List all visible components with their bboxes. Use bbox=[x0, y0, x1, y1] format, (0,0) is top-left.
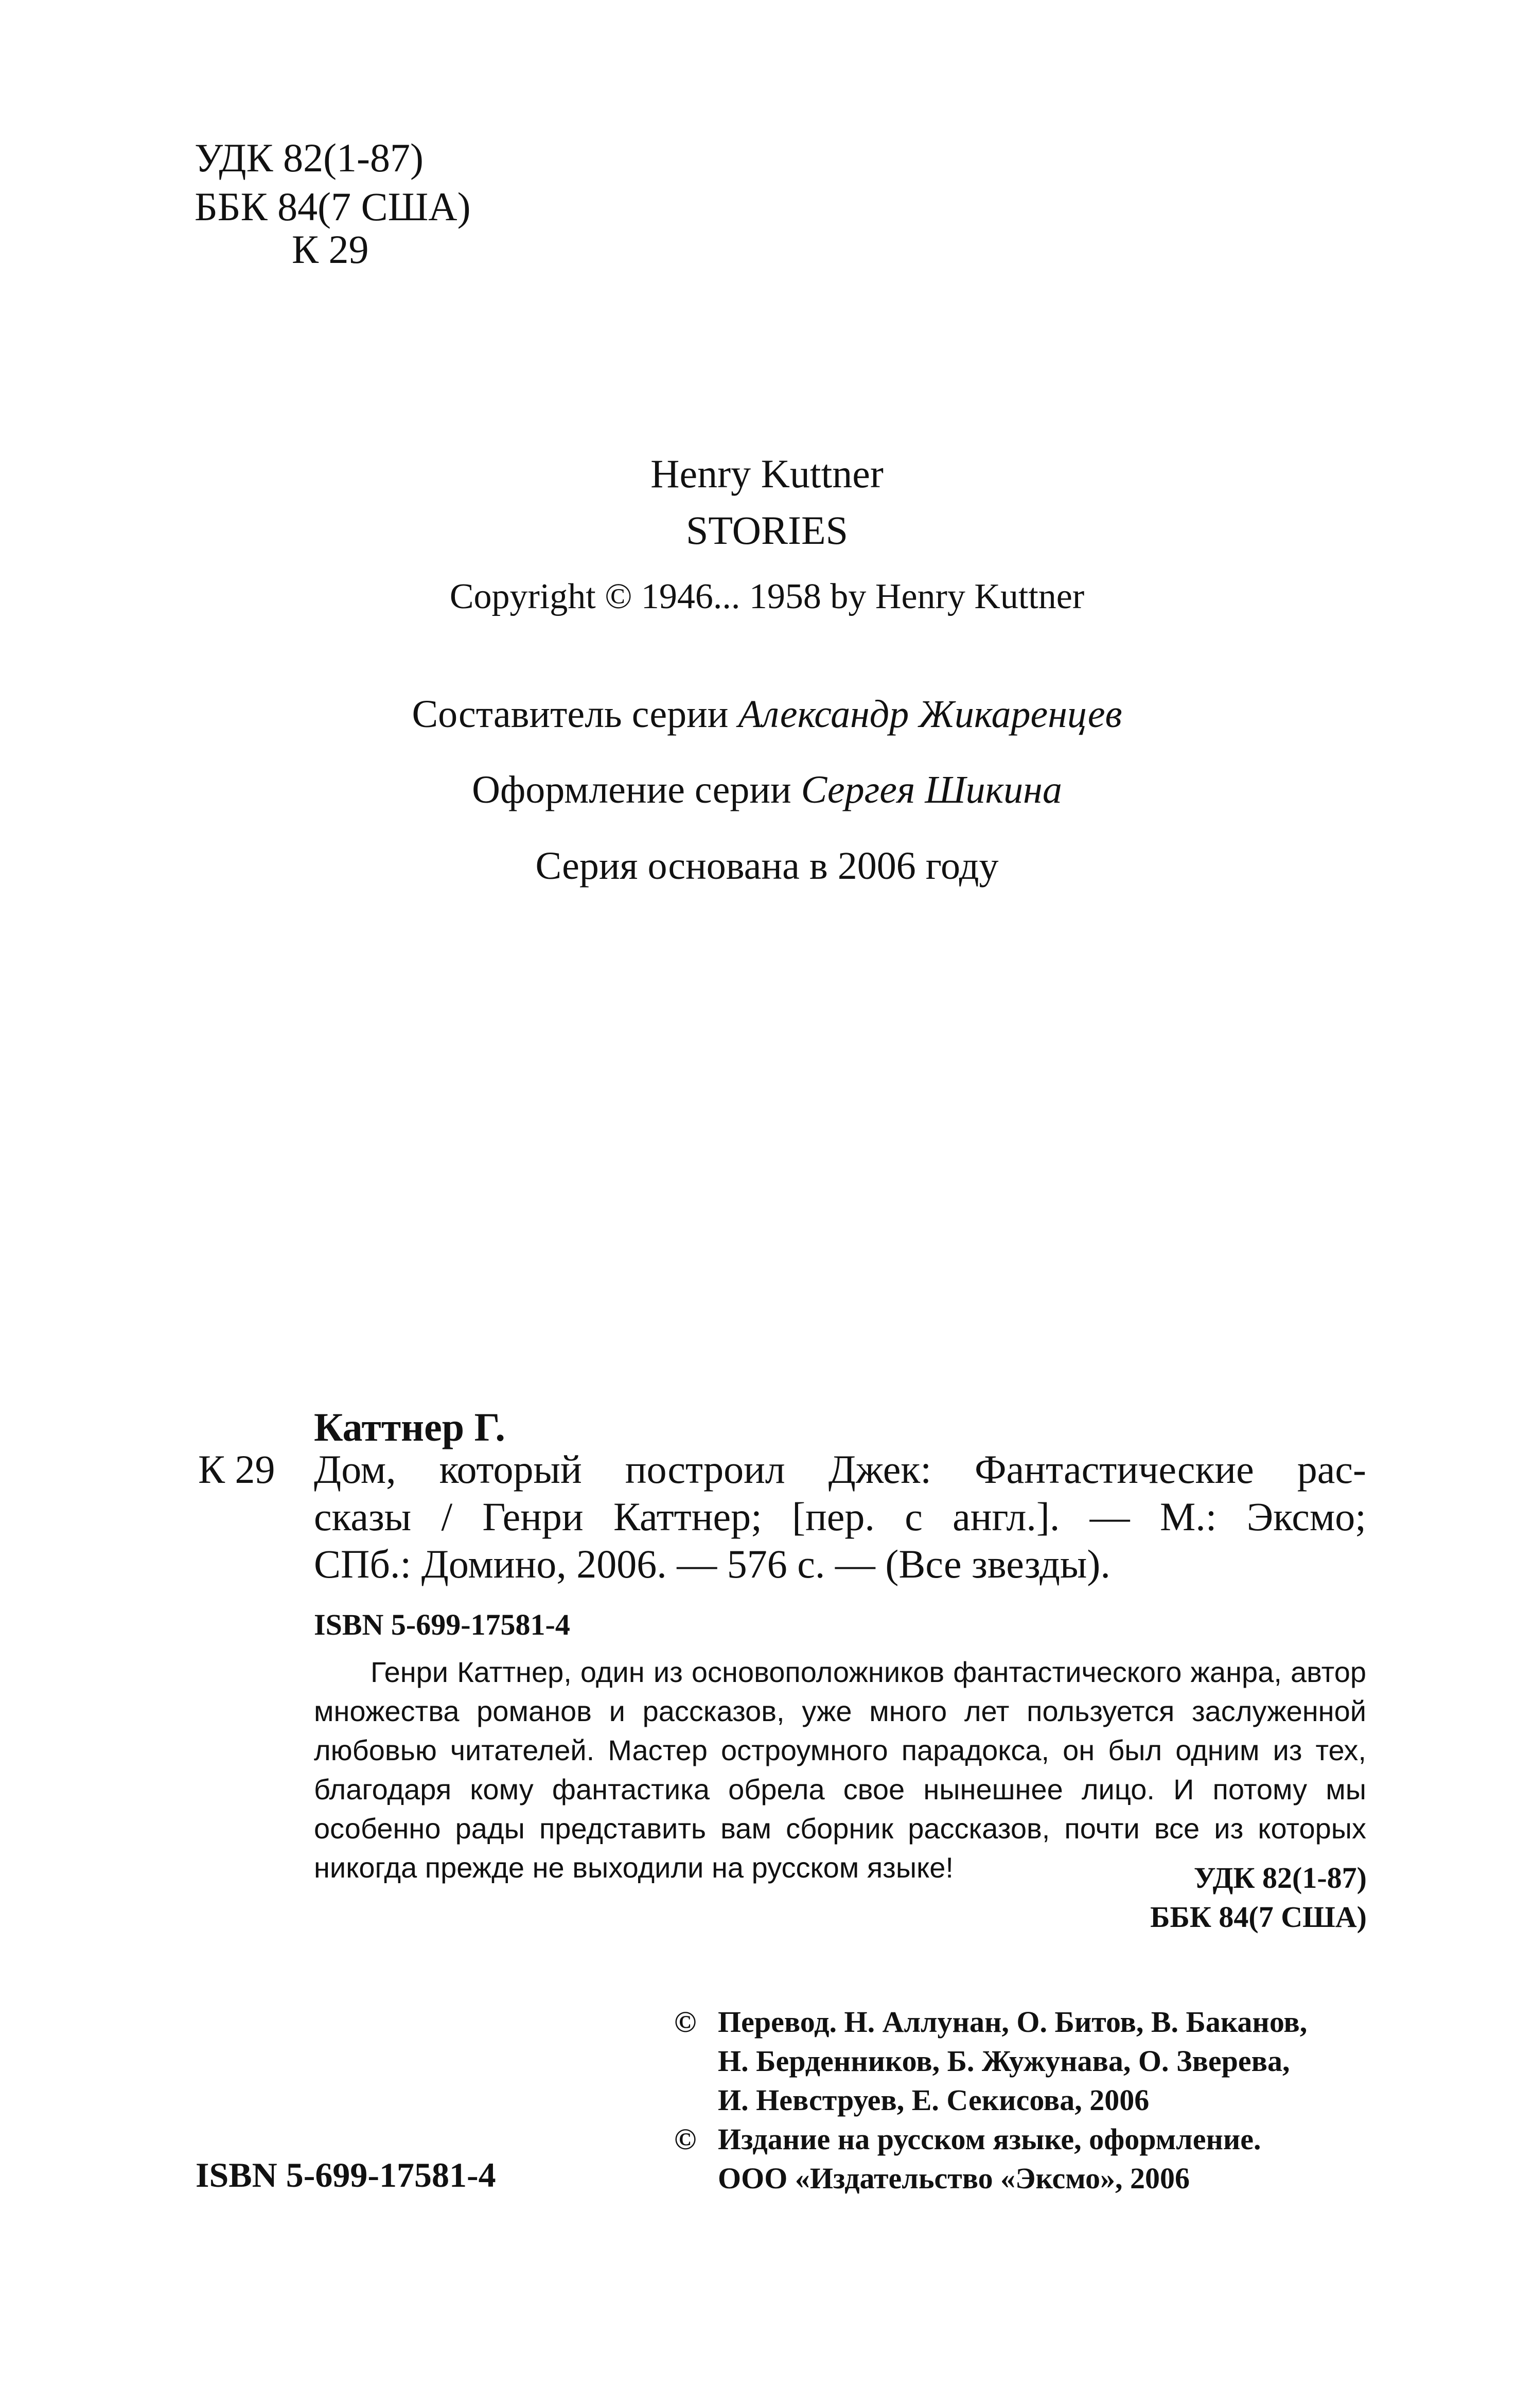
series-design-label: Оформление серии bbox=[472, 768, 791, 811]
bib-word: Эксмо; bbox=[1246, 1494, 1366, 1539]
copyright-line: ООО «Издательство «Эксмо», 2006 bbox=[718, 2162, 1190, 2195]
bibliographic-record bbox=[314, 1407, 1366, 1640]
annotation bbox=[314, 1653, 1366, 1887]
bib-word: англ.]. bbox=[953, 1494, 1060, 1539]
bbk-code-bottom: ББК 84(7 США) bbox=[1150, 1900, 1367, 1934]
bib-word: с bbox=[905, 1494, 923, 1539]
bib-line-2 bbox=[314, 1494, 1366, 1544]
series-founded: Серия основана в 2006 году bbox=[535, 844, 999, 888]
copyright-line: Н. Берденников, Б. Жужунава, О. Зверева, bbox=[718, 2044, 1290, 2078]
bib-word: Джек: bbox=[828, 1447, 931, 1492]
bib-word: рас- bbox=[1297, 1447, 1366, 1492]
annotation-text: Генри Каттнер, один из основоположников фантастического жанра, автор множества романов и рассказов, уже много лет пользуется заслуженной любовью читателей. Мастер остроумного парадокса, он был одним из тех, благодаря кому фантастика обрела свое нынешнее лицо. И потому мы особенно рады представить вам сборник рассказов, почти все из которых никогда прежде не выходили на русском языке! bbox=[314, 1656, 1366, 1884]
udk-code-bottom: УДК 82(1-87) bbox=[1193, 1861, 1367, 1894]
series-design bbox=[0, 770, 1534, 809]
bib-word: Каттнер; bbox=[613, 1494, 762, 1539]
bib-author: Каттнер Г. bbox=[314, 1405, 505, 1449]
bib-word: Фантастические bbox=[975, 1447, 1254, 1492]
copyright-symbol: © bbox=[674, 2005, 697, 2039]
copyright-notices bbox=[674, 2003, 1307, 2198]
copyright-symbol: © bbox=[674, 2122, 697, 2156]
bib-author-mark: К 29 bbox=[198, 1447, 275, 1492]
translation-copyright bbox=[674, 2003, 1307, 2120]
bib-word: — bbox=[1089, 1494, 1130, 1539]
bbk-code: ББК 84(7 США) bbox=[195, 184, 471, 229]
copyright-line: Перевод. Н. Аллунан, О. Битов, В. Баканов, bbox=[718, 2005, 1308, 2039]
bib-word: который bbox=[439, 1447, 582, 1492]
bib-word: М.: bbox=[1159, 1494, 1217, 1539]
bib-word: [пер. bbox=[792, 1494, 875, 1539]
original-copyright: Copyright © 1946... 1958 by Henry Kuttner bbox=[449, 577, 1085, 616]
series-compiler-label: Составитель серии bbox=[412, 693, 729, 736]
bib-word: Дом, bbox=[314, 1447, 396, 1492]
series-design-name: Сергея Шикина bbox=[801, 768, 1062, 811]
edition-copyright bbox=[674, 2120, 1307, 2198]
bib-isbn: ISBN 5-699-17581-4 bbox=[314, 1608, 570, 1641]
bib-word: построил bbox=[625, 1447, 785, 1492]
series-compiler bbox=[0, 695, 1534, 734]
author-mark: К 29 bbox=[292, 227, 369, 272]
copyright-line: И. Невструев, Е. Секисова, 2006 bbox=[718, 2083, 1150, 2117]
bib-word: сказы bbox=[314, 1494, 412, 1539]
bib-line-1 bbox=[314, 1449, 1366, 1497]
classification-codes-bottom bbox=[1150, 1858, 1367, 1937]
udk-code: УДК 82(1-87) bbox=[195, 135, 424, 180]
copyright-line: Издание на русском языке, оформление. bbox=[718, 2122, 1261, 2156]
bib-word: / bbox=[441, 1494, 453, 1539]
original-title: STORIES bbox=[686, 508, 848, 553]
isbn-bottom: ISBN 5-699-17581-4 bbox=[196, 2155, 496, 2194]
bib-line-3: СПб.: Домино, 2006. — 576 с. — (Все звезды). bbox=[314, 1542, 1110, 1586]
original-author: Henry Kuttner bbox=[650, 451, 884, 496]
bib-word: Генри bbox=[482, 1494, 584, 1539]
series-compiler-name: Александр Жикаренцев bbox=[738, 693, 1122, 736]
